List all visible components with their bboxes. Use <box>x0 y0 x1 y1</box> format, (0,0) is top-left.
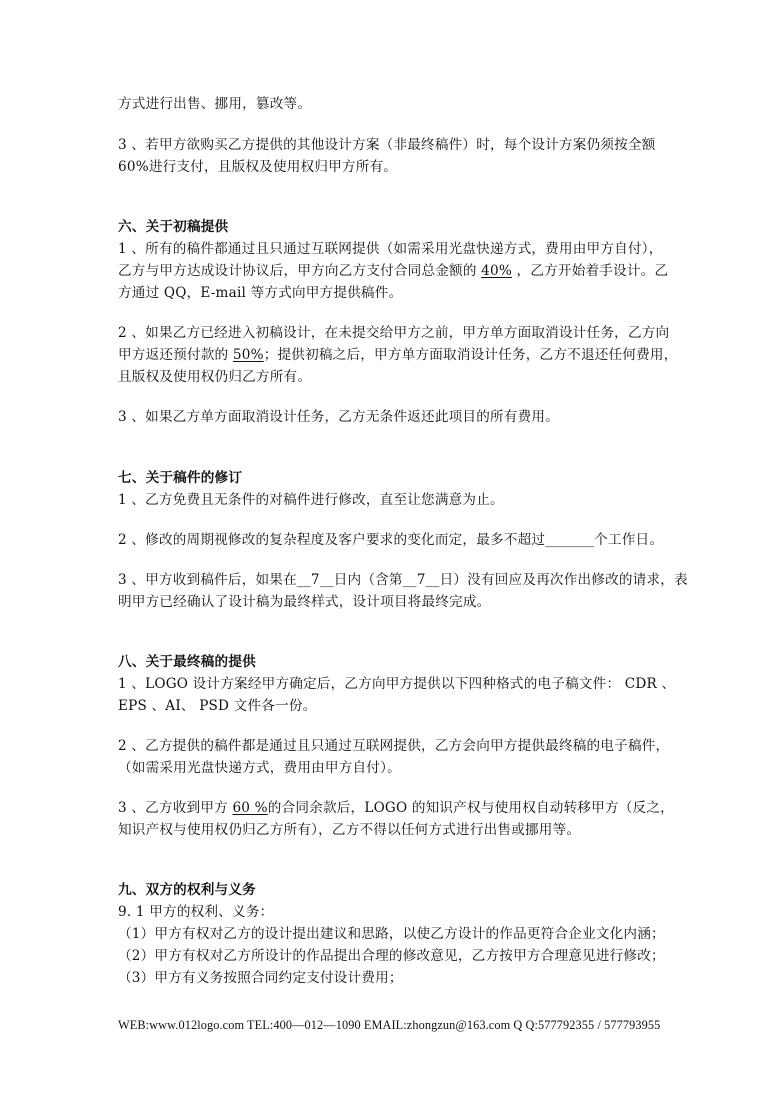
text-line: 3 、甲方收到稿件后，如果在__7__日内（含第__7__日）没有回应及再次作出修改的请求，表 <box>118 572 688 588</box>
section-heading: 七、关于稿件的修订 <box>118 470 243 486</box>
text-line: 乙方与甲方达成设计协议后，甲方向乙方支付合同总金额的 40% ，乙方开始着手设计。乙 <box>118 263 669 279</box>
blank-field: __7__ <box>402 572 440 588</box>
underlined-value: 60 % <box>232 800 268 816</box>
text-line: 60%进行支付，且版权及使用权归甲方所有。 <box>118 159 398 175</box>
text-line: 方式进行出售、挪用，篡改等。 <box>118 96 312 112</box>
text-line: EPS 、AI、 PSD 文件各一份。 <box>118 698 317 714</box>
text-line: （1）甲方有权对乙方的设计提出建议和思路，以使乙方设计的作品更符合企业文化内涵； <box>118 926 665 942</box>
text-line: 2 、乙方提供的稿件都是通过且只通过互联网提供，乙方会向甲方提供最终稿的电子稿件， <box>118 738 670 754</box>
section-heading: 八、关于最终稿的提供 <box>118 654 256 670</box>
text-line: （如需采用光盘快递方式，费用由甲方自付）。 <box>118 760 401 776</box>
blank-field: _______ <box>545 532 595 548</box>
text-line: 知识产权与使用权仍归乙方所有），乙方不得以任何方式进行出售或挪用等。 <box>118 822 581 838</box>
text-line: 1 、LOGO 设计方案经甲方确定后，乙方向甲方提供以下四种格式的电子稿文件： CDR 、 <box>118 676 676 692</box>
text-line: 1 、乙方免费且无条件的对稿件进行修改，直至让您满意为止。 <box>118 492 504 508</box>
text-line: 甲方返还预付款的 50%；提供初稿之后，甲方单方面取消设计任务，乙方不退还任何费用， <box>118 347 678 363</box>
text-line: 明甲方已经确认了设计稿为最终样式，设计项目将最终完成。 <box>118 594 491 610</box>
text-line: 2 、如果乙方已经进入初稿设计，在未提交给甲方之前，甲方单方面取消设计任务，乙方向 <box>118 325 670 341</box>
text-line: 方通过 QQ，E-mail 等方式向甲方提供稿件。 <box>118 285 403 301</box>
underlined-value: 50% <box>232 347 264 363</box>
section-heading: 六、关于初稿提供 <box>118 219 229 235</box>
text-line: （3）甲方有义务按照合同约定支付设计费用； <box>118 970 403 986</box>
underlined-value: 40% <box>481 263 512 279</box>
section-heading: 九、双方的权利与义务 <box>118 882 256 898</box>
text-line: （2）甲方有权对乙方所设计的作品提出合理的修改意见，乙方按甲方合理意见进行修改； <box>118 948 665 964</box>
text-line: 2 、修改的周期视修改的复杂程度及客户要求的变化而定，最多不超过_______个工作日。 <box>118 532 664 548</box>
text-line: 9. 1 甲方的权利、义务： <box>118 904 274 920</box>
text-line: 3 、乙方收到甲方 60 %的合同余款后，LOGO 的知识产权与使用权自动转移甲方（反之， <box>118 800 674 816</box>
text-line: 1 、所有的稿件都通过且只通过互联网提供（如需采用光盘快递方式，费用由甲方自付）， <box>118 241 663 257</box>
text-line: 且版权及使用权仍归乙方所有。 <box>118 369 312 385</box>
page-footer: WEB:www.012logo.com TEL:400—012—1090 EMAIL:zhongzun@163.com Q Q:577792355 / 577793955 <box>118 1018 661 1032</box>
blank-field: __7__ <box>296 572 334 588</box>
text-line: 3 、若甲方欲购买乙方提供的其他设计方案（非最终稿件）时，每个设计方案仍须按全额 <box>118 137 656 153</box>
text-line: 3 、如果乙方单方面取消设计任务，乙方无条件返还此项目的所有费用。 <box>118 409 559 425</box>
